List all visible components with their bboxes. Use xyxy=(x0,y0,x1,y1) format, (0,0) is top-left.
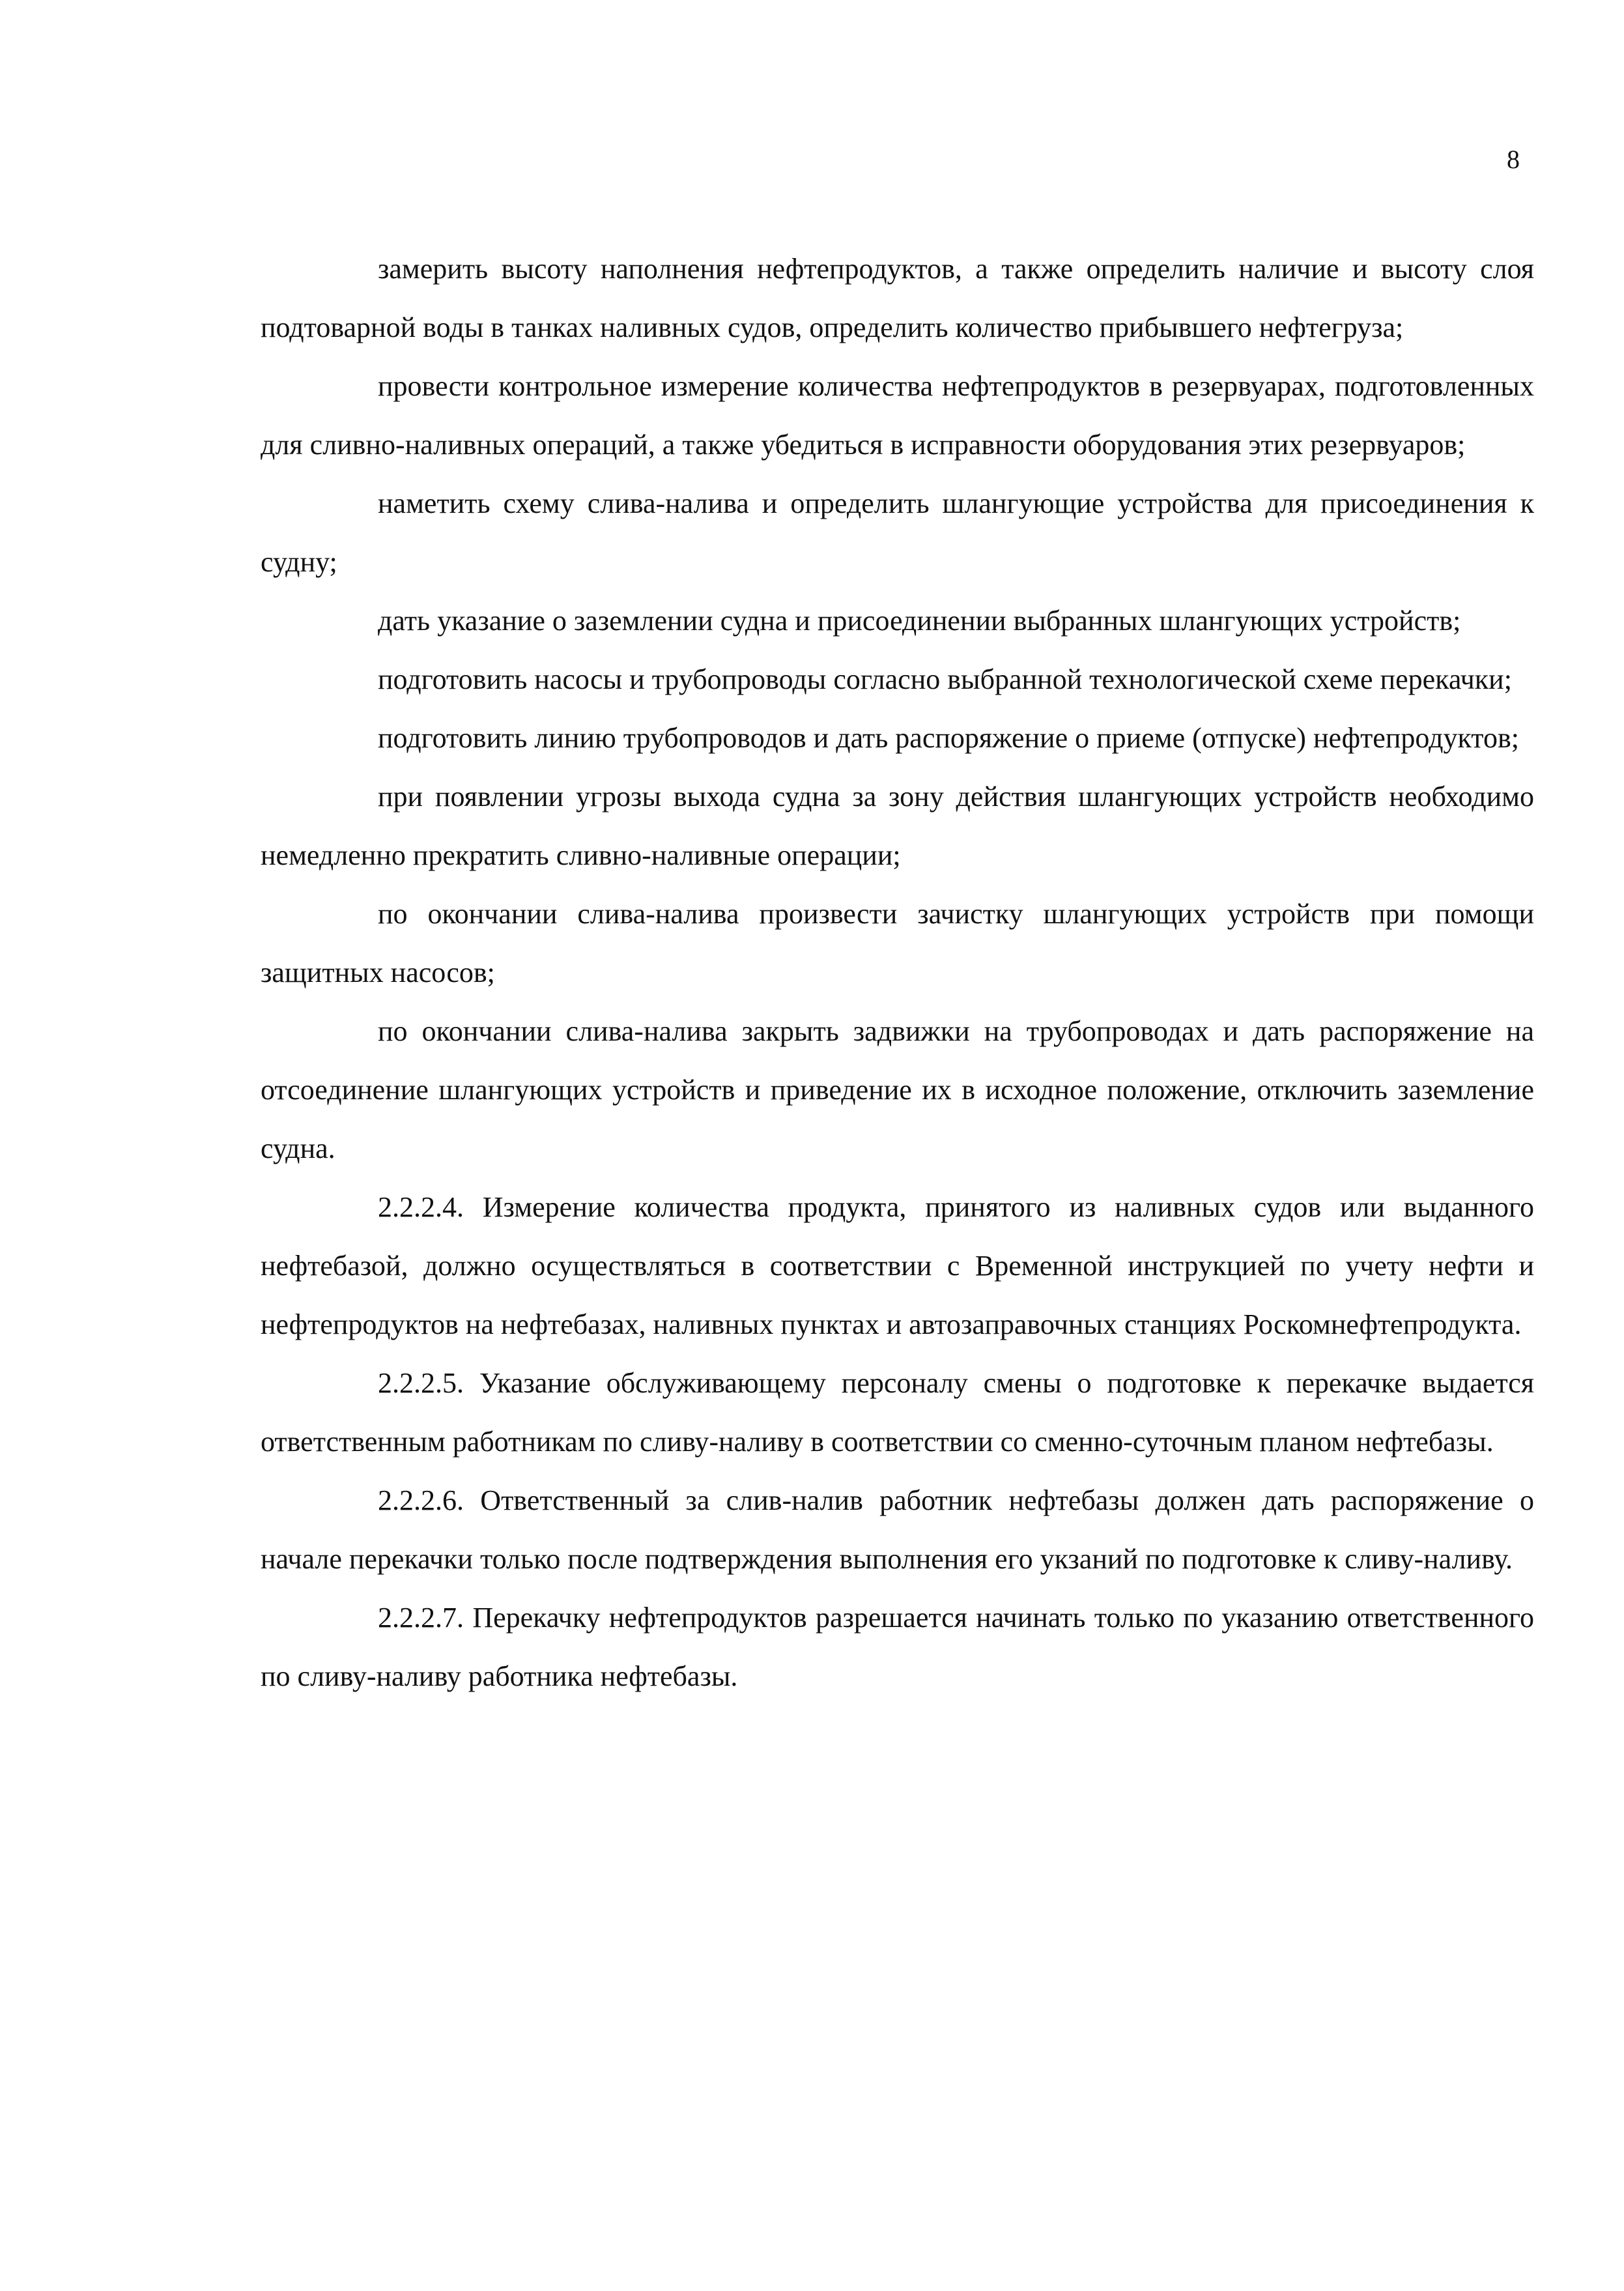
paragraph-prepare-pipeline: подготовить линию трубопроводов и дать распоряжение о приеме (отпуске) нефтепродуктов; xyxy=(378,722,1519,754)
paragraph-2-2-2-5: 2.2.2.5. Указание обслуживающему персоналу смены о подготовке к перекачке выдается ответственным работникам по сливу-наливу в соответствии со сменно-суточным планом нефтебазы. xyxy=(261,1367,1534,1458)
paragraph-2-2-2-6: 2.2.2.6. Ответственный за слив-налив работник нефтебазы должен дать распоряжение о начале перекачки только после подтверждения выполнения его укзаний по подготовке к сливу-наливу. xyxy=(261,1484,1534,1575)
paragraph-control-measurement: провести контрольное измерение количества нефтепродуктов в резервуарах, подготовленных для сливно-наливных операций, а также убедиться в исправности оборудования этих резервуаров; xyxy=(261,370,1534,461)
paragraph-2-2-2-4: 2.2.2.4. Измерение количества продукта, принятого из наливных судов или выданного нефтебазой, должно осуществляться в соответствии с Временной инструкцией по учету нефти и нефтепродуктов на нефтебазах, наливных пунктах и автозаправочных станциях Роскомнефтепродукта. xyxy=(261,1191,1534,1340)
paragraph-prepare-pumps: подготовить насосы и трубопроводы согласно выбранной технологической схеме перекачки; xyxy=(378,663,1512,695)
paragraph-grounding-instruction: дать указание о заземлении судна и присоединении выбранных шлангующих устройств; xyxy=(378,605,1461,637)
page-number: 8 xyxy=(1507,145,1520,174)
paragraph-hose-cleanup: по окончании слива-налива произвести зачистку шлангующих устройств при помощи защитных насосов; xyxy=(261,898,1534,988)
paragraph-measure-fill-height: замерить высоту наполнения нефтепродуктов, а также определить наличие и высоту слоя подтоварной воды в танках наливных судов, определить количество прибывшего нефтегруза; xyxy=(261,253,1534,343)
paragraph-scheme-planning: наметить схему слива-налива и определить шлангующие устройства для присоединения к судну; xyxy=(261,487,1534,578)
paragraph-close-valves: по окончании слива-налива закрыть задвижки на трубопроводах и дать распоряжение на отсоединение шлангующих устройств и приведение их в исходное положение, отключить заземление судна. xyxy=(261,1015,1534,1164)
body-text xyxy=(261,240,1534,1706)
paragraph-2-2-2-7: 2.2.2.7. Перекачку нефтепродуктов разрешается начинать только по указанию ответственного по сливу-наливу работника нефтебазы. xyxy=(261,1602,1534,1692)
paragraph-threat-stop: при появлении угрозы выхода судна за зону действия шлангующих устройств необходимо немедленно прекратить сливно-наливные операции; xyxy=(261,781,1534,871)
